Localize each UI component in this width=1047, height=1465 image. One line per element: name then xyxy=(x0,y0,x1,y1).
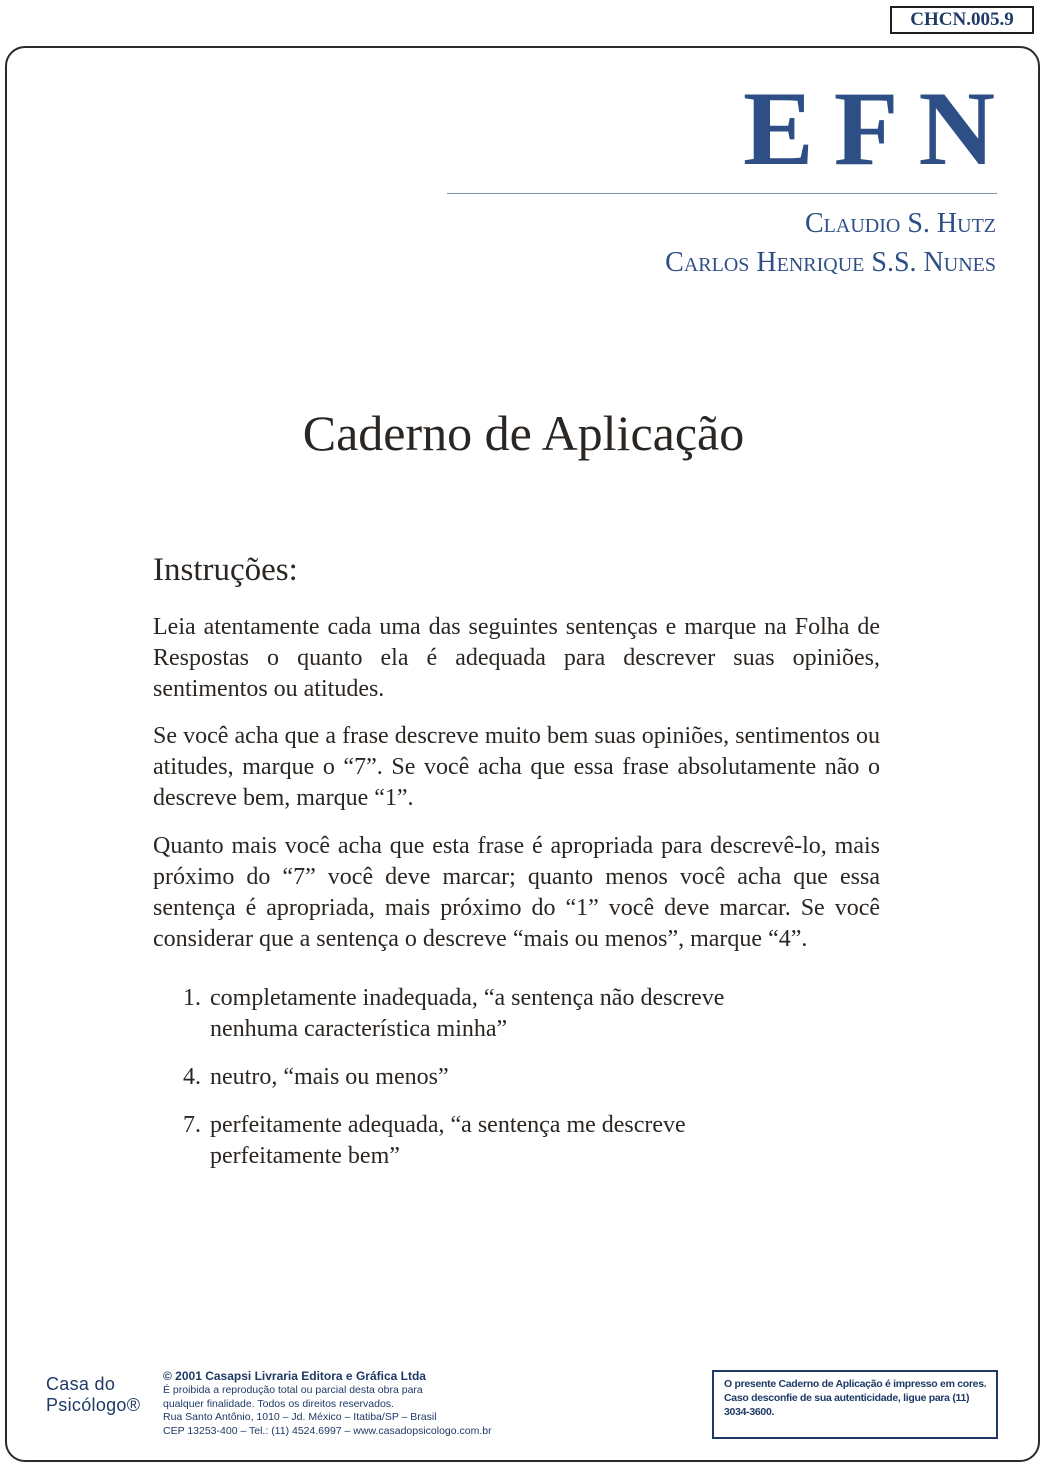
publisher-logo xyxy=(46,1374,140,1416)
logo-line-2: Psicólogo® xyxy=(46,1395,141,1415)
instructions-heading: Instruções: xyxy=(153,552,298,588)
scale-item-number: 4. xyxy=(183,1064,201,1090)
logo-line-1: Casa do xyxy=(46,1374,116,1394)
header-divider xyxy=(447,193,997,194)
scale-item-text: neutro, “mais ou menos” xyxy=(210,1064,449,1090)
publisher-address: Rua Santo Antônio, 1010 – Jd. México – Itatiba/SP – Brasil xyxy=(163,1411,437,1424)
instructions-paragraph-1: Leia atentamente cada uma das seguintes sentenças e marque na Folha de Respostas o quanto ela é adequada para descrever suas opiniões, sentimentos ou atitudes. xyxy=(153,614,880,702)
notice-line-1: O presente Caderno de Aplicação é impresso em cores. xyxy=(724,1378,987,1390)
scale-item-number: 1. xyxy=(183,985,201,1011)
instructions-paragraph-2: Se você acha que a frase descreve muito bem suas opiniões, sentimentos ou atitudes, marque o “7”. Se você acha que essa frase absolutamente não o descreve bem, marque “1”. xyxy=(153,723,880,811)
publisher-contact: CEP 13253-400 – Tel.: (11) 4524.6997 – www.casadopsicologo.com.br xyxy=(163,1425,492,1438)
author-1: Claudio S. Hutz xyxy=(805,208,996,239)
instructions-paragraph-3: Quanto mais você acha que esta frase é apropriada para descrevê-lo, mais próximo do “7” você deve marcar; quanto menos você acha que essa sentença é apropriada, mais próximo do “1” você deve marcar. Se você considerar que a sentença o descreve “mais ou menos”, marque “4”. xyxy=(153,833,880,952)
publisher-name: © 2001 Casapsi Livraria Editora e Gráfica Ltda xyxy=(163,1369,426,1383)
notice-line-2: Caso desconfie de sua autenticidade, ligue para (11) 3034-3600. xyxy=(724,1392,970,1418)
scale-item-text: completamente inadequada, “a sentença não descreve nenhuma característica minha” xyxy=(210,985,725,1042)
author-2: Carlos Henrique S.S. Nunes xyxy=(665,247,996,278)
rights-line-1: É proibida a reprodução total ou parcial desta obra para xyxy=(163,1383,423,1396)
test-acronym: EFN xyxy=(743,70,1015,187)
scale-item-number: 7. xyxy=(183,1112,201,1138)
rights-line-2: qualquer finalidade. Todos os direitos reservados. xyxy=(163,1397,394,1410)
scale-item-text: perfeitamente adequada, “a sentença me descreve perfeitamente bem” xyxy=(210,1112,686,1169)
publisher-info xyxy=(163,1370,492,1439)
authenticity-notice xyxy=(712,1370,998,1439)
document-code: CHCN.005.9 xyxy=(890,6,1034,34)
document-title: Caderno de Aplicação xyxy=(302,405,745,461)
